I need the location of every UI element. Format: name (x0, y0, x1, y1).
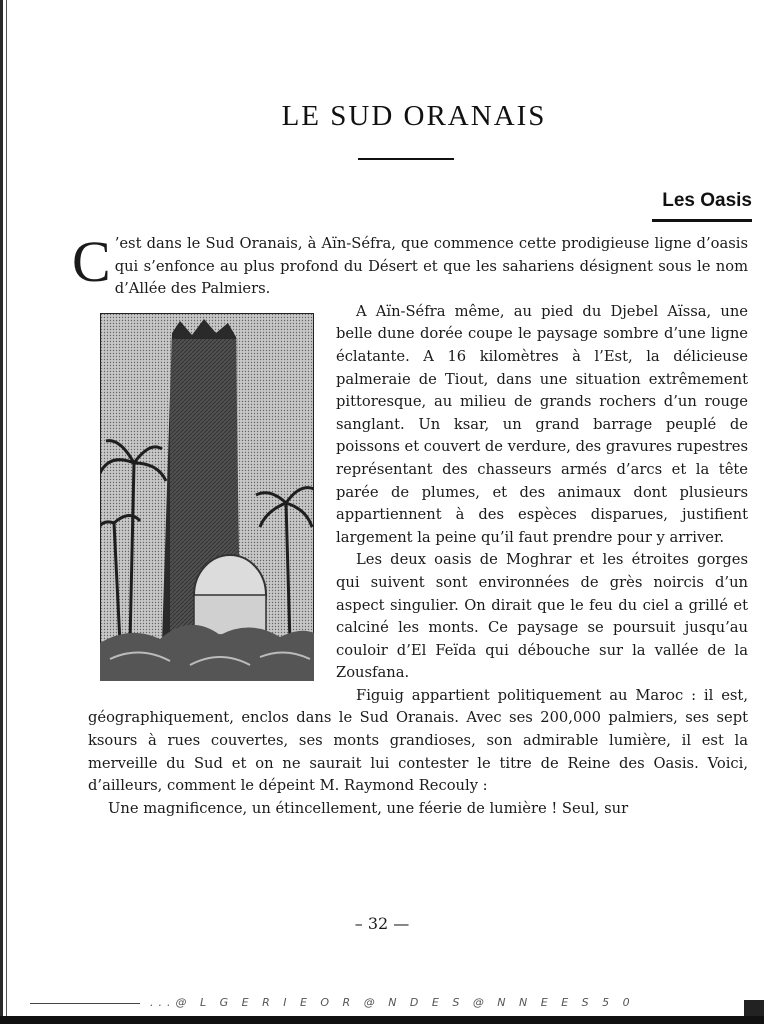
scan-bottom-edge (0, 1016, 764, 1024)
paragraph-1 (72, 229, 748, 301)
page-title: LE SUD ORANAIS (281, 100, 547, 132)
paragraph-1-text: ’est dans le Sud Oranais, à Aïn-Séfra, que commence cette prodigieuse ligne d’oasis qui s’enfonce au plus profond du Désert et que les sahariens désignent sous le nom d’Allée des Palmiers. (114, 235, 748, 298)
footer-watermark: ...@ L G E R I E O R @ N D E S @ N N E E S 5 0 (150, 996, 635, 1009)
minaret-tower-image (100, 313, 314, 681)
tower-illustration (100, 313, 314, 681)
paragraph-3: Les deux oasis de Moghrar et les étroites gorges qui suivent sont environnées de grès noircis d’un aspect singulier. On dirait que le feu du ciel a grillé et calciné les monts. Ce paysage se poursuit jusqu’au couloir d’El Feïda qui débouche sur la vallée de la Zousfana. (336, 551, 748, 682)
paragraph-2: A Aïn-Séfra même, au pied du Djebel Aïssa, une belle dune dorée coupe le paysage sombre d’une ligne éclatante. A 16 kilomètres à l’Est, la délicieuse palmeraie de Tiout, dans une situation extrêmement pittoresque, au milieu de grands rochers d’un rouge sanglant. Un ksar, un grand barrage peuplé de poissons et couvert de verdure, des gravures rupestres représentant des chasseurs armés d’arcs et la tête parée de plumes, et des animaux dont plusieurs appartiennent à des espèces disparues, justifient largement la peine qu’il faut prendre pour y arriver. (336, 302, 749, 546)
page-binding-edge (0, 0, 10, 1024)
section-heading-underline (652, 219, 752, 222)
title-divider (358, 158, 454, 160)
section-heading: Les Oasis (662, 190, 752, 211)
footer-divider (30, 1003, 140, 1004)
page-number: – 32 — (354, 914, 410, 933)
scan-corner-mark (744, 1000, 764, 1016)
article-body (72, 229, 749, 820)
paragraph-4: Figuig appartient politiquement au Maroc : il est, géographiquement, enclos dans le Sud Oranais. Avec ses 200,000 palmiers, ses sept ksours à rues couvertes, ses monts grandioses, son admirable lumière, il est la merveille du Sud et on ne saurait lui contester le titre de Reine des Oasis. Voici, d’ailleurs, comment le dépeint M. Raymond Recouly : (88, 686, 748, 795)
drop-cap: C (72, 229, 111, 294)
paragraph-5: Une magnificence, un étincellement, une féerie de lumière ! Seul, sur (108, 799, 629, 817)
